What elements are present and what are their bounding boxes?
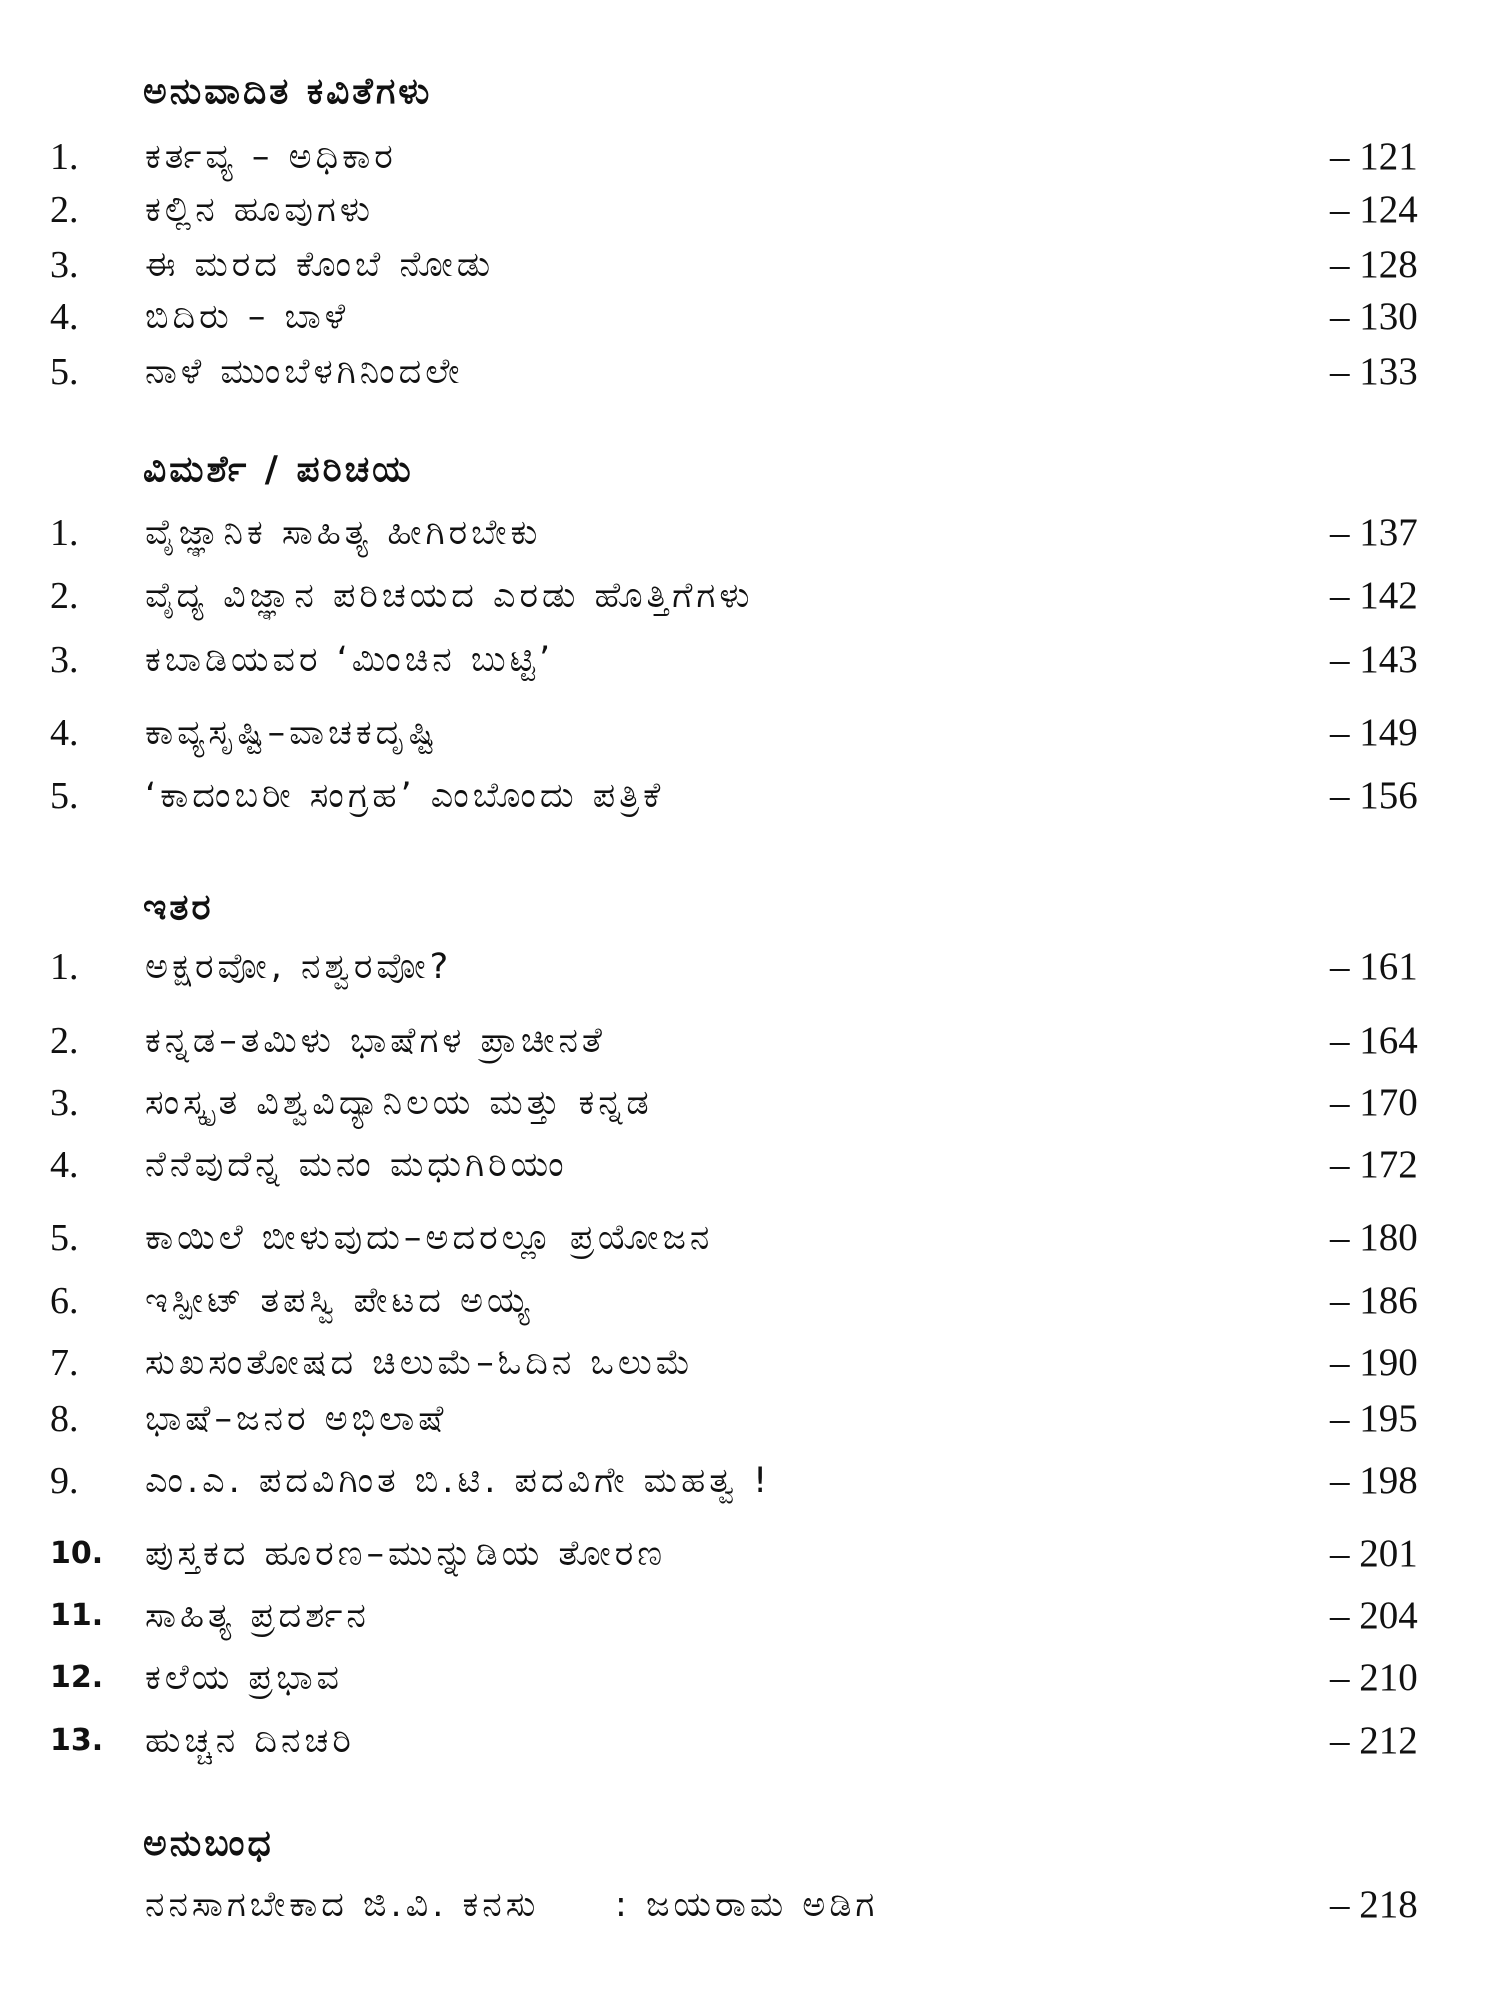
entry-title: ನನಸಾಗಬೇಕಾದ ಜಿ.ವಿ. ಕನಸು : ಜಯರಾಮ ಅಡಿಗ [145, 1885, 879, 1925]
toc-entry [0, 635, 1500, 685]
toc-entry [0, 1716, 1500, 1766]
entry-title: ನಾಳೆ ಮುಂಬೆಳಗಿನಿಂದಲೇ [145, 352, 464, 392]
entry-title: ಸಂಸ್ಕೃತ ವಿಶ್ವವಿದ್ಯಾನಿಲಯ ಮತ್ತು ಕನ್ನಡ [145, 1083, 653, 1123]
entry-page: – 198 [1330, 1459, 1418, 1502]
entry-title: ಸುಖಸಂತೋಷದ ಚಿಲುಮೆ–ಓದಿನ ಒಲುಮೆ [145, 1343, 695, 1383]
entry-title: ಕಲ್ಲಿನ ಹೂವುಗಳು [145, 190, 374, 230]
entry-page: – 164 [1330, 1019, 1418, 1062]
entry-title: ಕಬಾಡಿಯವರ ‘ಮಿಂಚಿನ ಬುಟ್ಟಿ’ [145, 640, 555, 680]
entry-title: ವೈದ್ಯ ವಿಜ್ಞಾನ ಪರಿಚಯದ ಎರಡು ಹೊತ್ತಿಗೆಗಳು [145, 576, 754, 616]
toc-entry [0, 185, 1500, 235]
entry-page: – 143 [1330, 638, 1418, 681]
entry-page: – 137 [1330, 511, 1418, 554]
entry-number: 3. [50, 244, 79, 286]
entry-page: – 172 [1330, 1143, 1418, 1186]
entry-page: – 186 [1330, 1279, 1418, 1322]
entry-title: ಕರ್ತವ್ಯ – ಅಧಿಕಾರ [145, 137, 397, 177]
entry-number: 10. [50, 1536, 104, 1571]
entry-page: – 195 [1330, 1397, 1418, 1440]
entry-number: 1. [50, 512, 79, 554]
entry-page: – 190 [1330, 1341, 1418, 1384]
entry-page: – 149 [1330, 711, 1418, 754]
entry-number: 5. [50, 1217, 79, 1259]
toc-entry [0, 771, 1500, 821]
entry-page: – 204 [1330, 1594, 1418, 1637]
toc-entry [0, 1529, 1500, 1579]
toc-entry [0, 132, 1500, 182]
entry-number: 4. [50, 1144, 79, 1186]
entry-number: 2. [50, 575, 79, 617]
entry-title: ಅಕ್ಷರವೋ, ನಶ್ವರವೋ? [145, 947, 453, 987]
toc-entry [0, 1591, 1500, 1641]
toc-entry [0, 240, 1500, 290]
entry-number: 13. [50, 1723, 104, 1758]
toc-entry [0, 508, 1500, 558]
entry-title: ಈ ಮರದ ಕೊಂಬೆ ನೋಡು [145, 245, 495, 285]
entry-title: ಕಲೆಯ ಪ್ರಭಾವ [145, 1658, 344, 1698]
entry-number: 8. [50, 1398, 79, 1440]
entry-number: 1. [50, 136, 79, 178]
toc-entry [0, 1276, 1500, 1326]
toc-entry [0, 1213, 1500, 1263]
entry-number: 4. [50, 712, 79, 754]
entry-title: ನೆನೆವುದೆನ್ನ ಮನಂ ಮಧುಗಿರಿಯಂ [145, 1145, 568, 1185]
toc-entry [0, 942, 1500, 992]
entry-title: ‘ಕಾದಂಬರೀ ಸಂಗ್ರಹ’ ಎಂಬೊಂದು ಪತ್ರಿಕೆ [145, 776, 665, 816]
toc-entry [0, 571, 1500, 621]
entry-title: ಸಾಹಿತ್ಯ ಪ್ರದರ್ಶನ [145, 1596, 370, 1636]
entry-page: – 124 [1330, 188, 1418, 231]
toc-entry [0, 1078, 1500, 1128]
toc-entry [0, 1456, 1500, 1506]
toc-entry [0, 1880, 1500, 1930]
toc-entry [0, 1394, 1500, 1444]
section-heading: ಅನುವಾದಿತ ಕವಿತೆಗಳು [143, 71, 433, 112]
toc-entry [0, 1338, 1500, 1388]
entry-page: – 180 [1330, 1216, 1418, 1259]
entry-title: ಇಸ್ಪೀಟ್ ತಪಸ್ವಿ ಪೇಟದ ಅಯ್ಯ [145, 1281, 534, 1321]
entry-title: ಬಿದಿರು – ಬಾಳೆ [145, 297, 350, 337]
entry-page: – 142 [1330, 574, 1418, 617]
entry-title: ಭಾಷೆ–ಜನರ ಅಭಿಲಾಷೆ [145, 1399, 448, 1439]
section-heading: ವಿಮರ್ಶೆ / ಪರಿಚಯ [143, 449, 414, 490]
entry-page: – 130 [1330, 295, 1418, 338]
entry-number: 5. [50, 351, 79, 393]
entry-page: – 133 [1330, 350, 1418, 393]
entry-page: – 128 [1330, 243, 1418, 286]
entry-page: – 218 [1330, 1883, 1418, 1926]
toc-entry [0, 347, 1500, 397]
entry-page: – 121 [1330, 135, 1418, 178]
entry-page: – 161 [1330, 945, 1418, 988]
entry-title: ಎಂ.ಎ. ಪದವಿಗಿಂತ ಬಿ.ಟಿ. ಪದವಿಗೇ ಮಹತ್ವ ! [145, 1461, 772, 1501]
toc-entry [0, 1016, 1500, 1066]
entry-number: 2. [50, 189, 79, 231]
entry-number: 7. [50, 1342, 79, 1384]
entry-number: 12. [50, 1660, 104, 1695]
entry-title: ಕಾವ್ಯಸೃಷ್ಟಿ–ವಾಚಕದೃಷ್ಟಿ [145, 713, 439, 753]
entry-page: – 170 [1330, 1081, 1418, 1124]
entry-number: 3. [50, 1082, 79, 1124]
toc-entry [0, 1140, 1500, 1190]
entry-number: 1. [50, 946, 79, 988]
section-heading: ಅನುಬಂಧ [143, 1823, 274, 1864]
entry-title: ಕನ್ನಡ–ತಮಿಳು ಭಾಷೆಗಳ ಪ್ರಾಚೀನತೆ [145, 1021, 606, 1061]
entry-page: – 156 [1330, 774, 1418, 817]
entry-number: 6. [50, 1280, 79, 1322]
entry-page: – 201 [1330, 1532, 1418, 1575]
entry-title: ಹುಚ್ಚನ ದಿನಚರಿ [145, 1721, 355, 1761]
entry-number: 4. [50, 296, 79, 338]
entry-number: 3. [50, 639, 79, 681]
section-heading: ಇತರ [143, 887, 214, 928]
entry-number: 9. [50, 1460, 79, 1502]
toc-entry [0, 708, 1500, 758]
entry-title: ವೈಜ್ಞಾನಿಕ ಸಾಹಿತ್ಯ ಹೀಗಿರಬೇಕು [145, 513, 542, 553]
entry-page: – 212 [1330, 1719, 1418, 1762]
entry-number: 2. [50, 1020, 79, 1062]
entry-title: ಕಾಯಿಲೆ ಬೀಳುವುದು–ಅದರಲ್ಲೂ ಪ್ರಯೋಜನ [145, 1218, 714, 1258]
entry-number: 11. [50, 1598, 104, 1633]
entry-page: – 210 [1330, 1656, 1418, 1699]
entry-title: ಪುಸ್ತಕದ ಹೂರಣ–ಮುನ್ನುಡಿಯ ತೋರಣ [145, 1534, 667, 1574]
toc-entry [0, 1653, 1500, 1703]
entry-number: 5. [50, 775, 79, 817]
toc-entry [0, 292, 1500, 342]
